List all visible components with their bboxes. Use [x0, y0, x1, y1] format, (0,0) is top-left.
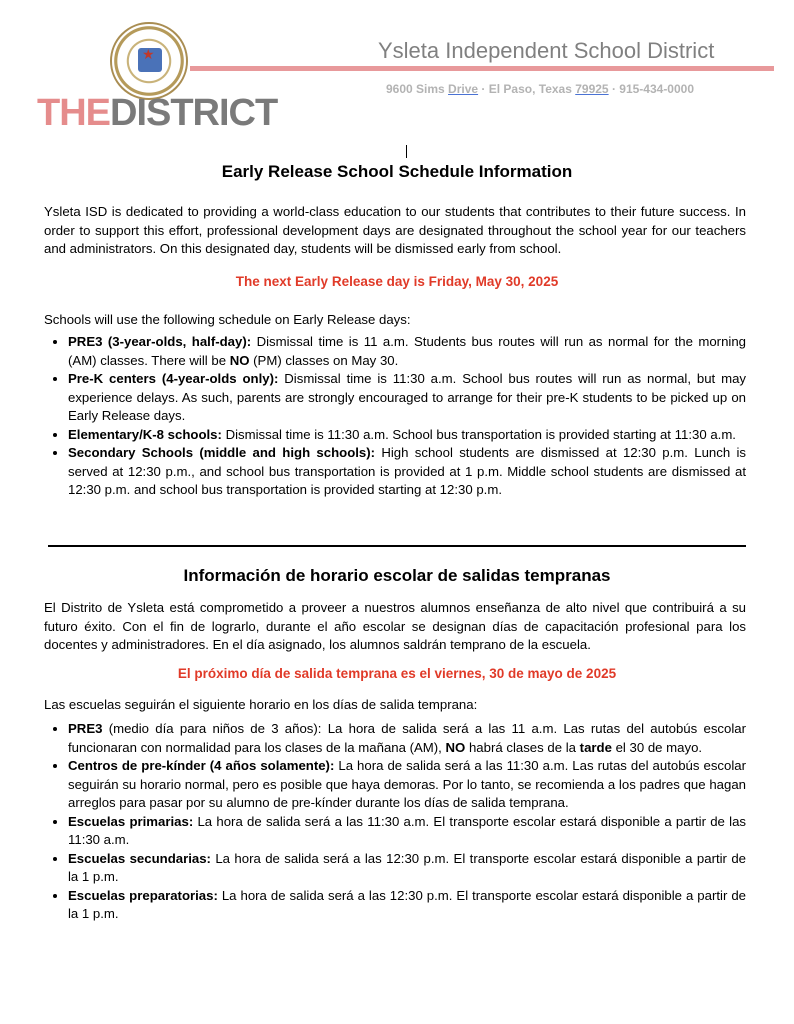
district-name: Ysleta Independent School District: [378, 38, 715, 63]
english-next-day: The next Early Release day is Friday, May 30, 2025: [235, 274, 559, 289]
list-item: • Escuelas primarias: La hora de salida será a las 11:30 a.m. El transporte escolar estará disponible a partir de las 11:30 a.m.: [68, 813, 746, 850]
spanish-lead: Las escuelas seguirán el siguiente horario en los días de salida temprana:: [44, 697, 478, 712]
list-item: • Secondary Schools (middle and high schools): High school students are dismissed at 12:30 p.m. Lunch is served at 12:30 p.m., and school bus transportation is provided at 1 p.m. Middle school students are dismissed at 12:30 p.m. and school bus transportation is provided starting at 12:30 p.m.: [68, 444, 746, 500]
district-seal-logo: [110, 22, 188, 100]
spanish-schedule-list: [44, 720, 746, 924]
list-item: • PRE3 (medio día para niños de 3 años): La hora de salida será a las 11 a.m. Las rutas del autobús escolar funcionaran con normalidad para los clases de la mañana (AM), NO habrá clases de la tarde el 30 de mayo.: [68, 720, 746, 757]
english-schedule-list: [44, 333, 746, 500]
spanish-intro: El Distrito de Ysleta está comprometido a proveer a nuestros alumnos enseñanza de alto nivel que contribuirá a su futuro éxito. Con el fin de lograrlo, durante el año escolar se designan días de capacitación profesional para los docentes y administradores. En el día asignado, los alumnos saldrán temprano de la escuela.: [44, 600, 746, 652]
header-divider: [190, 66, 774, 71]
list-item: • Elementary/K-8 schools: Dismissal time is 11:30 a.m. School bus transportation is provided starting at 11:30 a.m.: [68, 426, 746, 445]
list-item: • Escuelas preparatorias: La hora de salida será a las 12:30 p.m. El transporte escolar estará disponible a partir de la 1 p.m.: [68, 887, 746, 924]
list-item: • PRE3 (3-year-olds, half-day): Dismissal time is 11 a.m. Students bus routes will run as normal for the morning (AM) classes. There will be NO (PM) classes on May 30.: [68, 333, 746, 370]
seal-star-icon: ★: [142, 46, 155, 62]
spanish-title: Información de horario escolar de salidas tempranas: [183, 566, 611, 585]
section-divider: [48, 545, 746, 547]
spanish-next-day: El próximo día de salida temprana es el viernes, 30 de mayo de 2025: [177, 666, 617, 681]
english-intro: Ysleta ISD is dedicated to providing a world-class education to our students that contributes to their future success. In order to support this effort, professional development days are designated throughout the school year for our teachers and administrators. On this designated day, students will be dismissed early from school.: [44, 204, 746, 256]
list-item: • Pre-K centers (4-year-olds only): Dismissal time is 11:30 a.m. School bus routes will run as normal, but may experience delays. As such, parents are strongly encouraged to arrange for their pre-K students to be picked up on Early Release days.: [68, 370, 746, 426]
english-title: Early Release School Schedule Information: [221, 162, 573, 181]
english-lead: Schools will use the following schedule on Early Release days:: [44, 312, 411, 327]
list-item: • Escuelas secundarias: La hora de salida será a las 12:30 p.m. El transporte escolar estará disponible a partir de la 1 p.m.: [68, 850, 746, 887]
address-line: 9600 Sims Drive · El Paso, Texas 79925 · 915-434-0000: [386, 82, 695, 96]
list-item: • Centros de pre-kínder (4 años solamente): La hora de salida será a las 11:30 a.m. Las rutas del autobús escolar seguirán su horario normal, pero es posible que haya demoras. Por lo tanto, se recomienda a los padres que hagan arreglos para pasar por su alumno de pre-kínder durante los días de salida temprana.: [68, 757, 746, 813]
text-cursor: [406, 145, 407, 158]
brand-logo-text: THEDISTRICT: [37, 92, 278, 134]
